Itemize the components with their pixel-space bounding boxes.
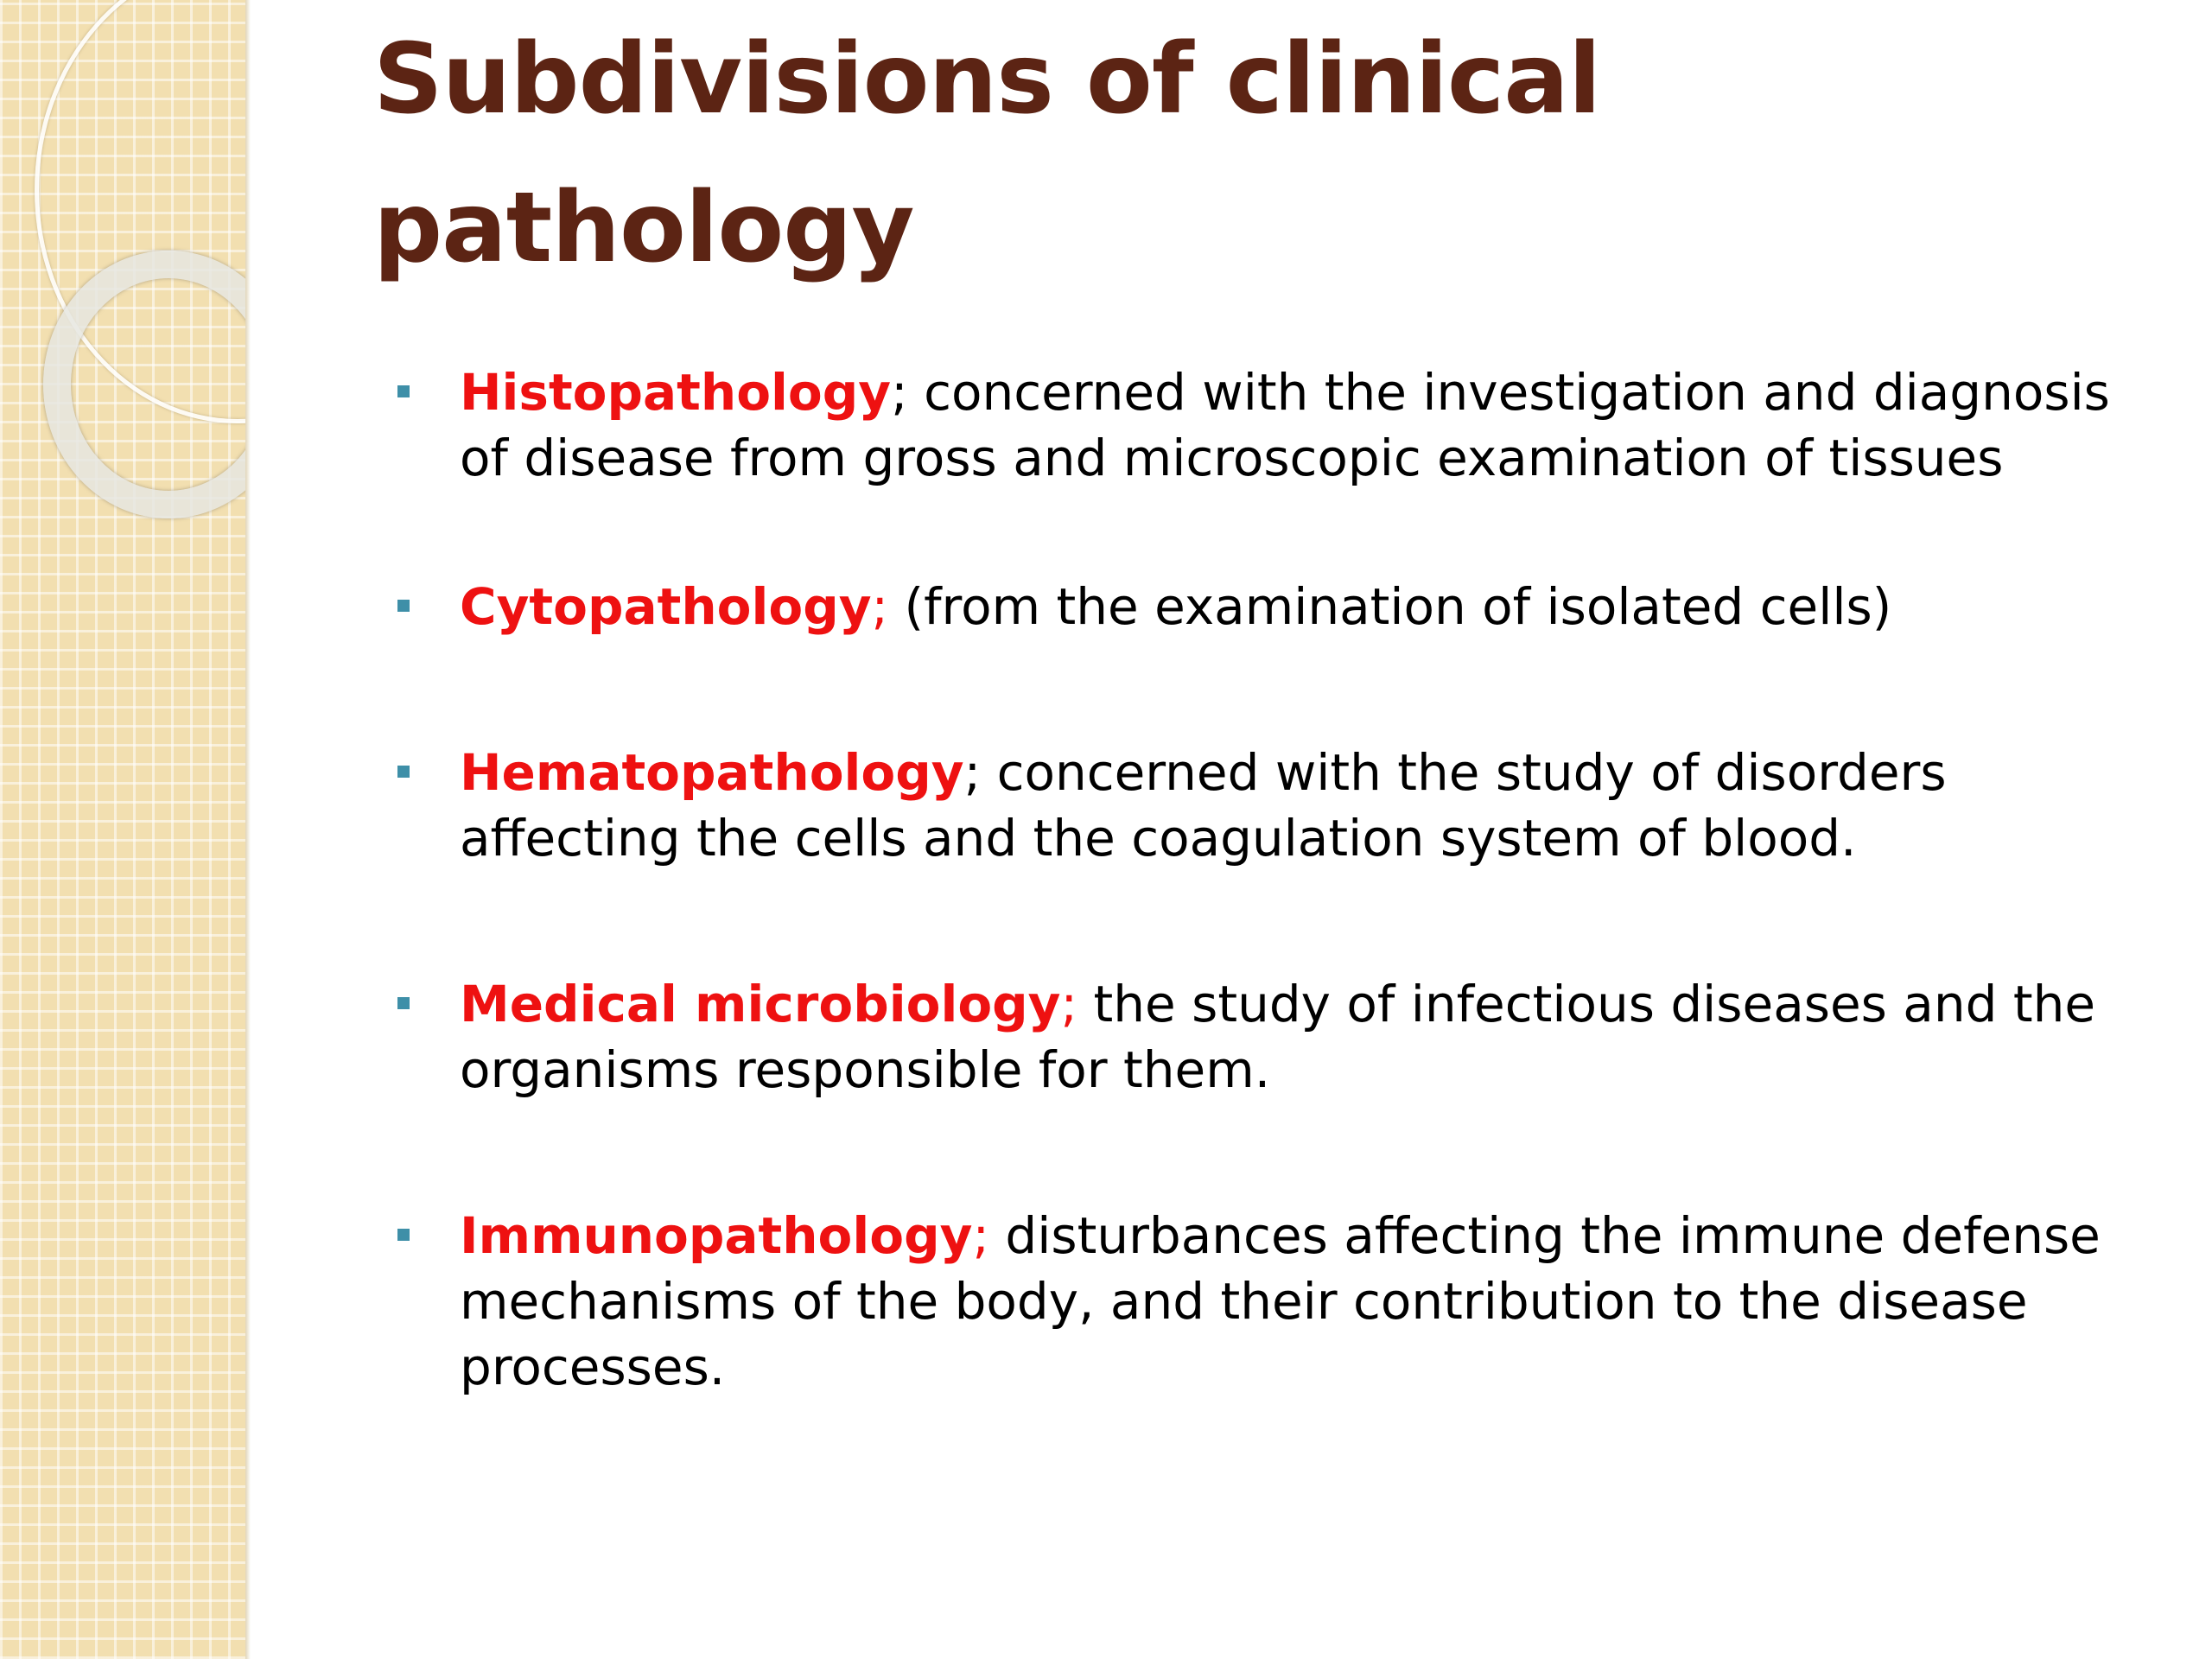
term-separator: ;: [891, 363, 908, 422]
term-label: Immunopathology: [460, 1206, 973, 1265]
term-separator: ;: [1060, 975, 1078, 1033]
list-item-hematopathology: [460, 740, 2153, 871]
term-separator: ;: [972, 1206, 989, 1265]
term-description: disturbances affecting the immune defense mechanisms of the body, and their contribution to the disease processes.: [460, 1206, 2101, 1396]
term-label: Medical microbiology: [460, 975, 1061, 1033]
term-description: concerned with the study of disorders affecting the cells and the coagulation system of blood.: [460, 743, 1947, 868]
list-item-medical-microbiology: [460, 971, 2153, 1103]
term-separator: ;: [871, 577, 889, 636]
term-description: the study of infectious diseases and the organisms responsible for them.: [460, 975, 2096, 1099]
square-bullet-icon: [397, 385, 410, 397]
list-item-immunopathology: [460, 1203, 2153, 1400]
side-panel-edge: [245, 0, 251, 1659]
term-description: concerned with the investigation and diagnosis of disease from gross and microscopic examination of tissues: [460, 363, 2110, 487]
list-item-cytopathology: [460, 574, 2153, 639]
term-separator: ;: [963, 743, 982, 802]
term-label: Histopathology: [460, 363, 892, 422]
list-item-histopathology: [460, 359, 2153, 491]
square-bullet-icon: [397, 600, 410, 612]
term-description: (from the examination of isolated cells): [888, 577, 1892, 636]
square-bullet-icon: [397, 1229, 410, 1241]
decorative-side-panel: [0, 0, 245, 1659]
term-label: Hematopathology: [460, 743, 964, 802]
term-label: Cytopathology: [460, 577, 872, 636]
square-bullet-icon: [397, 766, 410, 778]
slide-title: Subdivisions of clinical pathology: [373, 23, 1601, 284]
square-bullet-icon: [397, 997, 410, 1009]
